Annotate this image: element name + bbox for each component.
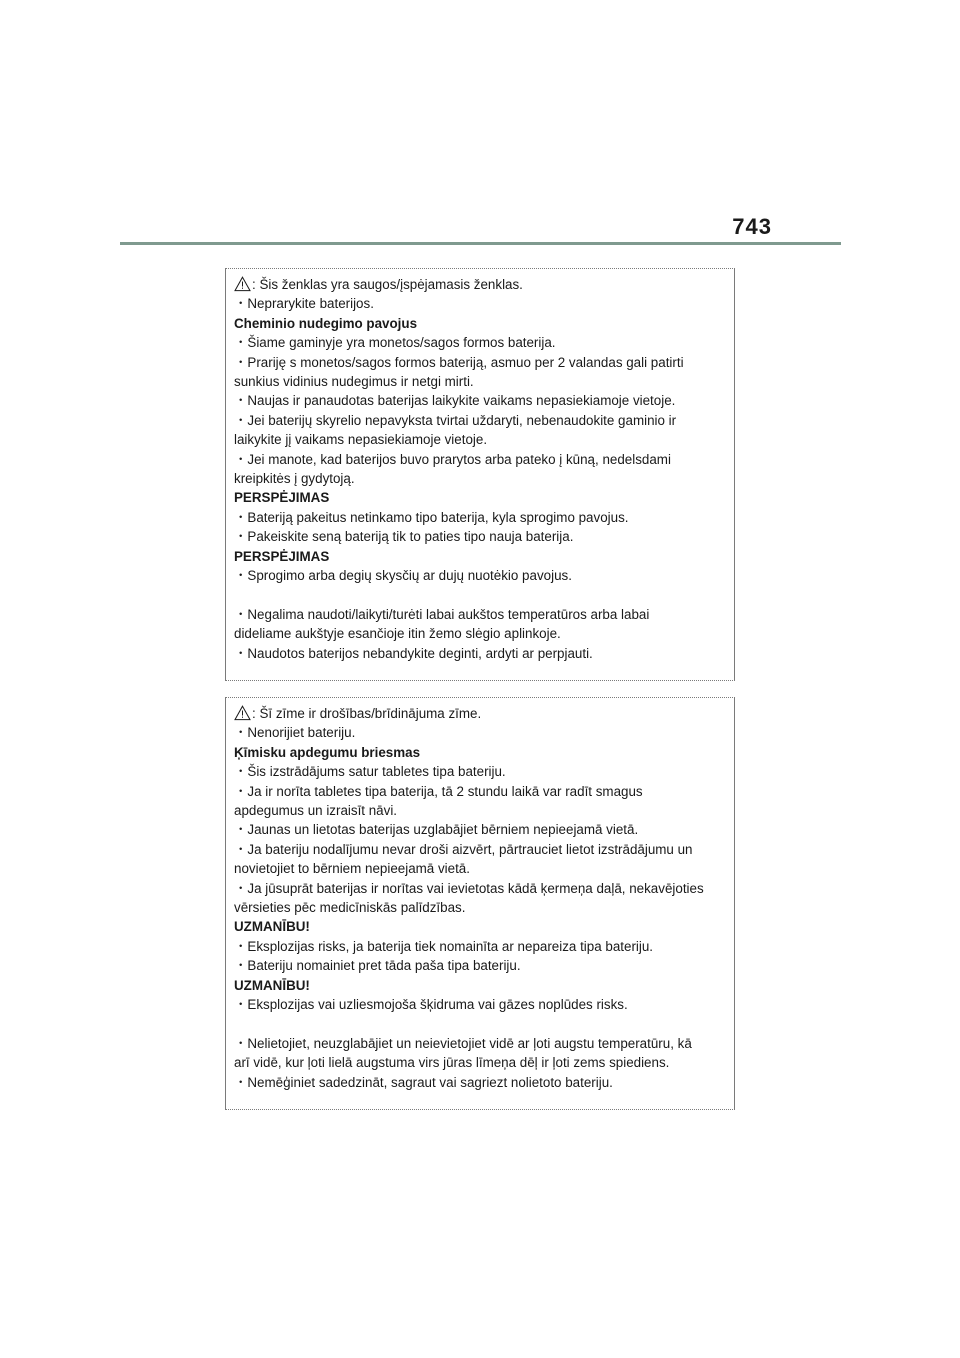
text-line: vērsieties pēc medicīniskās palīdzības. (234, 900, 466, 916)
text-line: sunkius vidinius nudegimus ir netgi mirti. (234, 374, 474, 390)
text-line: ・Ja ir norīta tabletes tipa baterija, tā 2 stundu laikā var radīt smagus (234, 783, 643, 799)
section-heading: UZMANĪBU! (234, 977, 310, 993)
text-line: ・Jei baterijų skyrelio nepavyksta tvirtai uždaryti, nebenaudokite gaminio ir (234, 412, 677, 428)
warning-symbol-text: : Šis ženklas yra saugos/įspėjamasis ženklas. (252, 277, 523, 292)
warning-symbol-text: : Šī zīme ir drošības/brīdinājuma zīme. (252, 706, 482, 721)
text-line: dideliame aukštyje esančioje itin žemo slėgio aplinkoje. (234, 626, 561, 642)
section-heading: Cheminio nudegimo pavojus (234, 315, 418, 331)
text-line: ・Prariję s monetos/sagos formos bateriją, asmuo per 2 valandas gali patirti (234, 354, 684, 370)
text-line: ・Bateriju nomainiet pret tāda paša tipa bateriju. (234, 958, 521, 974)
text-line: novietojiet to bērniem nepieejamā vietā. (234, 861, 470, 877)
text-line: ・Eksplozijas vai uzliesmojoša šķidruma vai gāzes noplūdes risks. (234, 997, 628, 1013)
page-number: 743 (732, 214, 772, 239)
text-line: ・Naujas ir panaudotas baterijas laikykite vaikams nepasiekiamoje vietoje. (234, 393, 676, 409)
text-line: ・Šiame gaminyje yra monetos/sagos formos baterija. (234, 335, 556, 351)
warning-lines (234, 723, 734, 1092)
text-line: ・Pakeiskite seną bateriją tik to paties tipo nauja baterija. (234, 529, 574, 545)
text-line: apdegumus un izraisīt nāvi. (234, 803, 398, 819)
text-line: ・Nelietojiet, neuzglabājiet un neievietojiet vidē ar ļoti augstu temperatūru, kā (234, 1035, 692, 1051)
text-line: ・Bateriją pakeitus netinkamo tipo baterija, kyla sprogimo pavojus. (234, 509, 629, 525)
text-line: ・Eksplozijas risks, ja baterija tiek nomainīta ar nepareiza tipa bateriju. (234, 938, 654, 954)
section-heading: Ķīmisku apdegumu briesmas (234, 744, 421, 760)
blank-line (234, 586, 734, 605)
text-line: ・Sprogimo arba degių skysčių ar dujų nuotėkio pavojus. (234, 568, 572, 584)
text-line: ・Nemēģiniet sadedzināt, sagraut vai sagriezt nolietoto bateriju. (234, 1074, 613, 1090)
warning-triangle-icon (234, 705, 251, 721)
warning-lines (234, 294, 734, 663)
text-line: laikykite jį vaikams nepasiekiamoje vietoje. (234, 432, 488, 448)
section-heading: PERSPĖJIMAS (234, 548, 330, 564)
battery-warning-box-latvian (225, 697, 735, 1110)
blank-line (234, 1015, 734, 1034)
warning-triangle-icon (234, 276, 251, 292)
text-line: ・Šis izstrādājums satur tabletes tipa bateriju. (234, 764, 506, 780)
text-line: ・Ja jūsuprāt baterijas ir norītas vai ievietotas kādā ķermeņa daļā, nekavējoties (234, 880, 704, 896)
text-line: ・Jaunas un lietotas baterijas uzglabājiet bērniem nepieejamā vietā. (234, 822, 639, 838)
text-line: ・Neprarykite baterijos. (234, 296, 374, 312)
section-heading: UZMANĪBU! (234, 919, 310, 935)
text-line: ・Jei manote, kad baterijos buvo prarytos arba pateko į kūną, nedelsdami (234, 451, 671, 467)
text-line: ・Ja bateriju nodalījumu nevar droši aizvērt, pārtrauciet lietot izstrādājumu un (234, 841, 693, 857)
text-line: ・Nenorijiet bateriju. (234, 725, 356, 741)
section-heading: PERSPĖJIMAS (234, 490, 330, 506)
warning-symbol-line (234, 704, 734, 723)
warning-symbol-line (234, 275, 734, 294)
header-rule (120, 242, 841, 245)
text-line: kreipkitės į gydytoją. (234, 471, 355, 487)
text-line: arī vidē, kur ļoti lielā augstuma virs jūras līmeņa dēļ ir ļoti zems spiediens. (234, 1055, 670, 1071)
text-line: ・Negalima naudoti/laikyti/turėti labai aukštos temperatūros arba labai (234, 606, 650, 622)
text-line: ・Naudotos baterijos nebandykite deginti, ardyti ar perpjauti. (234, 645, 593, 661)
battery-warning-box-lithuanian (225, 268, 735, 681)
